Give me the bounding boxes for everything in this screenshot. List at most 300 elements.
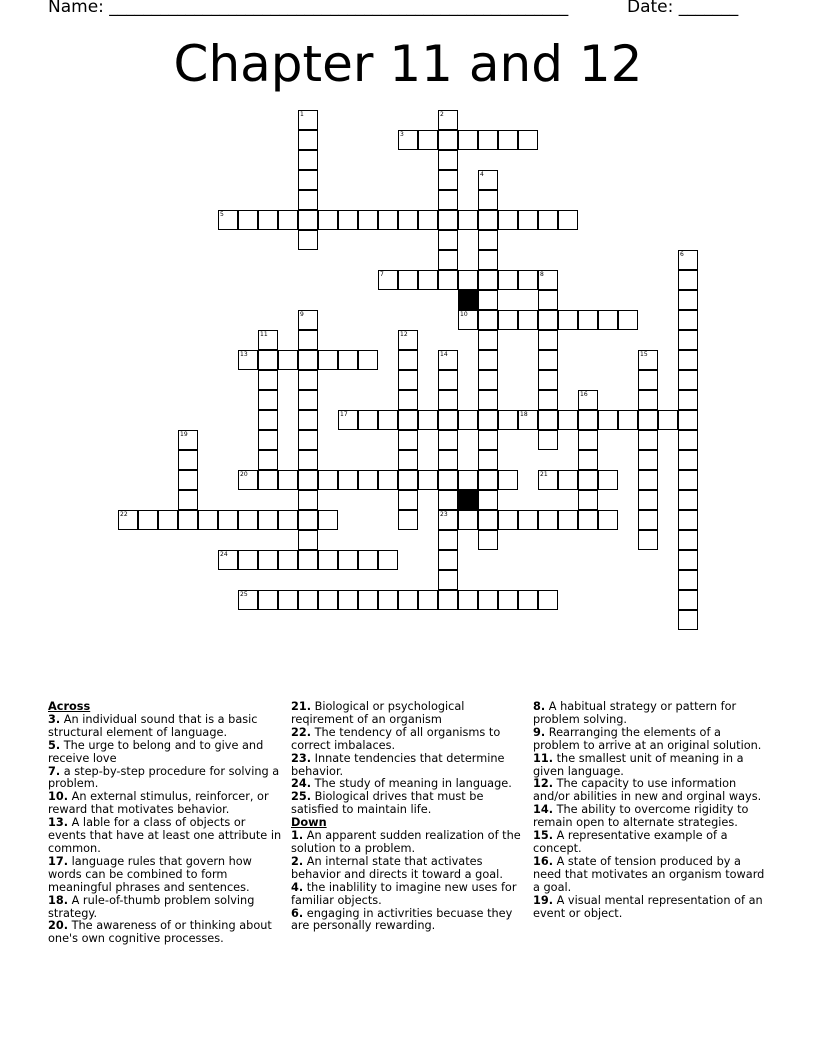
grid-cell[interactable] — [398, 330, 418, 350]
grid-cell[interactable] — [438, 410, 458, 430]
grid-cell[interactable] — [638, 350, 658, 370]
grid-cell[interactable] — [598, 470, 618, 490]
grid-cell[interactable] — [458, 410, 478, 430]
clues-column-3 — [533, 701, 768, 920]
grid-cell[interactable] — [238, 210, 258, 230]
cell-number: 8 — [540, 271, 544, 278]
grid-cell[interactable] — [418, 210, 438, 230]
grid-cell[interactable] — [678, 350, 698, 370]
grid-cell[interactable] — [578, 390, 598, 410]
grid-cell[interactable] — [678, 290, 698, 310]
grid-cell[interactable] — [258, 390, 278, 410]
grid-cell[interactable] — [358, 550, 378, 570]
clue-number: 5. — [48, 738, 61, 752]
clue-number: 10. — [48, 790, 69, 804]
grid-cell[interactable] — [578, 310, 598, 330]
grid-cell[interactable] — [298, 370, 318, 390]
grid-cell[interactable] — [538, 370, 558, 390]
grid-cell[interactable] — [518, 590, 538, 610]
cell-number: 19 — [180, 431, 188, 438]
grid-cell[interactable] — [638, 450, 658, 470]
grid-cell[interactable] — [398, 130, 418, 150]
grid-cell[interactable] — [538, 350, 558, 370]
grid-cell[interactable] — [378, 410, 398, 430]
clue-text: A representative example of a concept. — [533, 829, 728, 855]
grid-cell[interactable] — [598, 410, 618, 430]
clue-down — [291, 882, 526, 908]
grid-cell[interactable] — [198, 510, 218, 530]
grid-cell[interactable] — [298, 450, 318, 470]
grid-cell[interactable] — [478, 450, 498, 470]
grid-cell[interactable] — [258, 470, 278, 490]
grid-cell[interactable] — [298, 170, 318, 190]
grid-cell[interactable] — [578, 510, 598, 530]
grid-cell[interactable] — [358, 470, 378, 490]
grid-cell[interactable] — [398, 390, 418, 410]
grid-cell[interactable] — [398, 590, 418, 610]
grid-cell[interactable] — [558, 470, 578, 490]
clue-text: A state of tension produced by a need that motivates an organism toward a goal. — [533, 854, 765, 894]
grid-cell[interactable] — [378, 210, 398, 230]
grid-cell[interactable] — [478, 490, 498, 510]
cell-number: 16 — [580, 391, 588, 398]
clue-across — [48, 920, 283, 946]
grid-cell[interactable] — [618, 410, 638, 430]
clue-text: A rule-of-thumb problem solving strategy. — [48, 893, 255, 920]
grid-cell[interactable] — [678, 550, 698, 570]
grid-cell[interactable] — [538, 330, 558, 350]
grid-cell[interactable] — [258, 370, 278, 390]
grid-cell[interactable] — [178, 510, 198, 530]
grid-cell[interactable] — [478, 310, 498, 330]
cell-number: 2 — [440, 111, 444, 118]
grid-cell[interactable] — [498, 310, 518, 330]
grid-cell[interactable] — [318, 550, 338, 570]
grid-cell[interactable] — [438, 190, 458, 210]
grid-cell[interactable] — [398, 270, 418, 290]
grid-cell[interactable] — [498, 130, 518, 150]
clue-across — [291, 727, 526, 753]
grid-cell[interactable] — [458, 470, 478, 490]
grid-cell[interactable] — [298, 390, 318, 410]
clue-down — [533, 856, 768, 895]
clue-number: 15. — [533, 829, 554, 843]
grid-cell[interactable] — [438, 430, 458, 450]
grid-cell[interactable] — [458, 270, 478, 290]
grid-cell[interactable] — [638, 390, 658, 410]
grid-cell[interactable] — [438, 550, 458, 570]
clue-number: 3. — [48, 712, 61, 726]
clue-text: An individual sound that is a basic structural element of language. — [48, 712, 258, 739]
grid-cell[interactable] — [678, 470, 698, 490]
grid-cell[interactable] — [298, 550, 318, 570]
clue-across — [48, 895, 283, 921]
grid-cell[interactable] — [398, 370, 418, 390]
grid-cell[interactable] — [398, 210, 418, 230]
grid-cell[interactable] — [398, 430, 418, 450]
grid-cell[interactable] — [558, 510, 578, 530]
grid-cell[interactable] — [478, 530, 498, 550]
grid-cell[interactable] — [258, 510, 278, 530]
grid-cell[interactable] — [458, 210, 478, 230]
grid-cell[interactable] — [278, 470, 298, 490]
grid-cell[interactable] — [458, 510, 478, 530]
grid-cell[interactable] — [578, 490, 598, 510]
clue-down — [533, 830, 768, 856]
grid-cell[interactable] — [238, 470, 258, 490]
grid-cell[interactable] — [278, 350, 298, 370]
grid-cell[interactable] — [458, 310, 478, 330]
cell-number: 7 — [380, 271, 384, 278]
grid-cell[interactable] — [678, 490, 698, 510]
grid-cell[interactable] — [218, 510, 238, 530]
grid-cell[interactable] — [678, 410, 698, 430]
grid-cell[interactable] — [438, 270, 458, 290]
grid-cell[interactable] — [298, 590, 318, 610]
cell-number: 18 — [520, 411, 528, 418]
grid-cell[interactable] — [378, 270, 398, 290]
grid-cell[interactable] — [318, 590, 338, 610]
grid-cell[interactable] — [478, 290, 498, 310]
grid-cell[interactable] — [218, 210, 238, 230]
grid-cell[interactable] — [538, 290, 558, 310]
grid-cell[interactable] — [558, 210, 578, 230]
grid-cell[interactable] — [398, 470, 418, 490]
grid-cell[interactable] — [678, 250, 698, 270]
grid-cell[interactable] — [438, 350, 458, 370]
clue-text: language rules that govern how words can be combined to form meaningful phrases and sentences. — [48, 854, 252, 894]
grid-cell[interactable] — [238, 350, 258, 370]
clue-number: 23. — [291, 751, 312, 765]
grid-cell[interactable] — [478, 390, 498, 410]
grid-cell[interactable] — [678, 590, 698, 610]
grid-cell[interactable] — [418, 590, 438, 610]
clue-number: 12. — [533, 777, 554, 791]
grid-cell[interactable] — [498, 470, 518, 490]
date-field-label[interactable]: Date: _______ — [627, 0, 739, 17]
grid-cell[interactable] — [638, 370, 658, 390]
puzzle-title: Chapter 11 and 12 — [173, 35, 643, 93]
grid-cell[interactable] — [298, 510, 318, 530]
grid-cell[interactable] — [278, 510, 298, 530]
grid-cell[interactable] — [438, 570, 458, 590]
grid-cell[interactable] — [358, 590, 378, 610]
grid-cell[interactable] — [578, 410, 598, 430]
grid-cell[interactable] — [278, 210, 298, 230]
grid-cell[interactable] — [378, 550, 398, 570]
grid-cell[interactable] — [538, 510, 558, 530]
grid-cell[interactable] — [518, 410, 538, 430]
grid-cell[interactable] — [638, 490, 658, 510]
clue-text: the inablility to imagine new uses for familiar objects. — [291, 880, 517, 907]
grid-cell[interactable] — [478, 470, 498, 490]
clue-down — [291, 856, 526, 882]
grid-cell[interactable] — [478, 190, 498, 210]
grid-cell[interactable] — [398, 510, 418, 530]
grid-cell[interactable] — [678, 330, 698, 350]
grid-cell[interactable] — [398, 450, 418, 470]
grid-cell[interactable] — [358, 410, 378, 430]
grid-cell[interactable] — [378, 470, 398, 490]
clue-number: 20. — [48, 919, 69, 933]
grid-cell[interactable] — [458, 590, 478, 610]
grid-cell[interactable] — [678, 570, 698, 590]
grid-cell[interactable] — [438, 170, 458, 190]
grid-cell[interactable] — [478, 170, 498, 190]
grid-cell[interactable] — [498, 510, 518, 530]
grid-cell[interactable] — [178, 450, 198, 470]
grid-cell[interactable] — [498, 210, 518, 230]
grid-cell[interactable] — [298, 110, 318, 130]
grid-cell[interactable] — [538, 210, 558, 230]
clue-number: 13. — [48, 816, 69, 830]
grid-cell[interactable] — [478, 210, 498, 230]
clue-number: 24. — [291, 777, 312, 791]
grid-cell[interactable] — [298, 310, 318, 330]
grid-cell[interactable] — [538, 470, 558, 490]
across-heading: Across — [48, 700, 91, 713]
grid-cell[interactable] — [438, 530, 458, 550]
clue-down — [533, 895, 768, 921]
clue-text: Biological drives that must be satisfied to maintain life. — [291, 790, 484, 817]
grid-cell[interactable] — [438, 110, 458, 130]
grid-cell[interactable] — [418, 470, 438, 490]
grid-cell[interactable] — [338, 550, 358, 570]
grid-cell[interactable] — [338, 350, 358, 370]
grid-cell[interactable] — [298, 410, 318, 430]
clue-number: 22. — [291, 725, 312, 739]
grid-cell[interactable] — [398, 410, 418, 430]
grid-cell[interactable] — [478, 270, 498, 290]
grid-cell[interactable] — [478, 430, 498, 450]
cell-number: 22 — [120, 511, 128, 518]
cell-number: 12 — [400, 331, 408, 338]
grid-cell[interactable] — [438, 210, 458, 230]
grid-cell[interactable] — [398, 490, 418, 510]
clue-text: A visual mental representation of an event or object. — [533, 893, 763, 920]
grid-cell[interactable] — [178, 470, 198, 490]
grid-cell[interactable] — [638, 430, 658, 450]
grid-cell[interactable] — [178, 430, 198, 450]
cell-number: 17 — [340, 411, 348, 418]
grid-cell[interactable] — [678, 430, 698, 450]
grid-cell[interactable] — [678, 530, 698, 550]
clue-text: a step-by-step procedure for solving a problem. — [48, 764, 280, 791]
clue-across — [48, 740, 283, 766]
grid-cell[interactable] — [478, 410, 498, 430]
cell-number: 25 — [240, 591, 248, 598]
grid-cell[interactable] — [478, 350, 498, 370]
grid-cell[interactable] — [678, 310, 698, 330]
grid-cell[interactable] — [358, 210, 378, 230]
cell-number: 9 — [300, 311, 304, 318]
grid-cell[interactable] — [298, 130, 318, 150]
grid-cell[interactable] — [638, 530, 658, 550]
clue-text: The study of meaning in language. — [311, 777, 512, 791]
clue-number: 4. — [291, 880, 304, 894]
down-heading: Down — [291, 816, 327, 830]
grid-cell[interactable] — [438, 450, 458, 470]
grid-cell[interactable] — [518, 130, 538, 150]
grid-cell[interactable] — [478, 250, 498, 270]
grid-cell[interactable] — [638, 470, 658, 490]
grid-cell[interactable] — [678, 390, 698, 410]
grid-cell[interactable] — [538, 310, 558, 330]
grid-cell[interactable] — [578, 470, 598, 490]
grid-cell[interactable] — [278, 590, 298, 610]
grid-cell[interactable] — [298, 430, 318, 450]
grid-cell[interactable] — [578, 430, 598, 450]
grid-cell[interactable] — [578, 450, 598, 470]
grid-cell[interactable] — [438, 370, 458, 390]
cell-number: 4 — [480, 171, 484, 178]
clue-text: The capacity to use information and/or abilities in new and orginal ways. — [533, 777, 762, 804]
grid-cell[interactable] — [258, 590, 278, 610]
grid-cell[interactable] — [298, 190, 318, 210]
grid-cell[interactable] — [298, 230, 318, 250]
grid-cell[interactable] — [538, 430, 558, 450]
clue-text: An internal state that activates behavior and directs it toward a goal. — [291, 854, 503, 881]
grid-cell[interactable] — [358, 350, 378, 370]
clue-number: 21. — [291, 700, 312, 713]
grid-cell[interactable] — [418, 410, 438, 430]
clue-number: 6. — [291, 906, 304, 920]
grid-cell[interactable] — [258, 210, 278, 230]
grid-cell[interactable] — [318, 210, 338, 230]
grid-cell[interactable] — [438, 130, 458, 150]
grid-cell[interactable] — [498, 590, 518, 610]
clue-across — [48, 856, 283, 895]
grid-cell[interactable] — [278, 550, 298, 570]
grid-cell[interactable] — [518, 270, 538, 290]
grid-cell[interactable] — [598, 510, 618, 530]
grid-cell[interactable] — [298, 490, 318, 510]
grid-cell[interactable] — [158, 510, 178, 530]
clue-text: An external stimulus, reinforcer, or reward that motivates behavior. — [48, 790, 269, 817]
clue-across — [48, 766, 283, 792]
grid-cell[interactable] — [258, 410, 278, 430]
grid-cell[interactable] — [538, 590, 558, 610]
clue-number: 25. — [291, 790, 312, 804]
grid-cell[interactable] — [338, 470, 358, 490]
grid-cell[interactable] — [138, 510, 158, 530]
clue-text: Rearranging the elements of a problem to arrive at an original solution. — [533, 725, 762, 752]
grid-cell[interactable] — [678, 510, 698, 530]
grid-cell[interactable] — [298, 330, 318, 350]
grid-cell[interactable] — [478, 510, 498, 530]
grid-cell[interactable] — [478, 330, 498, 350]
grid-cell[interactable] — [498, 410, 518, 430]
grid-cell[interactable] — [318, 470, 338, 490]
grid-cell[interactable] — [378, 590, 398, 610]
clues-column-2 — [291, 701, 526, 933]
clue-number: 9. — [533, 725, 546, 739]
grid-cell[interactable] — [678, 370, 698, 390]
clue-number: 2. — [291, 854, 304, 868]
grid-cell[interactable] — [298, 470, 318, 490]
grid-cell[interactable] — [218, 550, 238, 570]
grid-cell[interactable] — [178, 490, 198, 510]
grid-cell[interactable] — [658, 410, 678, 430]
grid-cell[interactable] — [398, 350, 418, 370]
grid-cell[interactable] — [338, 590, 358, 610]
clue-number: 16. — [533, 854, 554, 868]
grid-cell[interactable] — [418, 270, 438, 290]
grid-cell[interactable] — [438, 490, 458, 510]
grid-cell[interactable] — [338, 410, 358, 430]
name-field-label[interactable]: Name: ______________________________________________________ — [48, 0, 569, 17]
clue-across — [291, 701, 526, 727]
grid-cell[interactable] — [558, 310, 578, 330]
grid-cell[interactable] — [298, 350, 318, 370]
grid-cell[interactable] — [598, 310, 618, 330]
grid-cell[interactable] — [558, 410, 578, 430]
cell-number: 24 — [220, 551, 228, 558]
cell-number: 1 — [300, 111, 304, 118]
clue-text: Biological or psychological reqirement of an organism — [291, 700, 465, 726]
grid-cell[interactable] — [478, 130, 498, 150]
cell-number: 6 — [680, 251, 684, 258]
grid-cell[interactable] — [118, 510, 138, 530]
grid-cell[interactable] — [438, 230, 458, 250]
grid-cell[interactable] — [438, 590, 458, 610]
grid-cell[interactable] — [238, 510, 258, 530]
grid-cell[interactable] — [318, 510, 338, 530]
grid-cell[interactable] — [418, 130, 438, 150]
grid-cell[interactable] — [258, 430, 278, 450]
grid-cell[interactable] — [438, 250, 458, 270]
grid-cell[interactable] — [478, 590, 498, 610]
grid-cell[interactable] — [458, 130, 478, 150]
grid-cell[interactable] — [518, 210, 538, 230]
grid-cell[interactable] — [258, 550, 278, 570]
grid-cell[interactable] — [638, 410, 658, 430]
grid-cell[interactable] — [438, 510, 458, 530]
grid-cell[interactable] — [438, 390, 458, 410]
grid-cell[interactable] — [258, 450, 278, 470]
grid-cell[interactable] — [498, 270, 518, 290]
grid-cell[interactable] — [678, 270, 698, 290]
clue-down — [533, 701, 768, 727]
grid-cell[interactable] — [318, 350, 338, 370]
clue-number: 17. — [48, 854, 69, 868]
grid-cell[interactable] — [298, 150, 318, 170]
grid-cell[interactable] — [518, 310, 538, 330]
grid-cell[interactable] — [678, 450, 698, 470]
grid-cell[interactable] — [258, 350, 278, 370]
grid-cell[interactable] — [538, 390, 558, 410]
black-square — [458, 290, 478, 310]
grid-cell[interactable] — [678, 610, 698, 630]
grid-cell[interactable] — [298, 530, 318, 550]
grid-cell[interactable] — [518, 510, 538, 530]
grid-cell[interactable] — [298, 210, 318, 230]
grid-cell[interactable] — [338, 210, 358, 230]
grid-cell[interactable] — [238, 590, 258, 610]
grid-cell[interactable] — [478, 370, 498, 390]
clue-text: An apparent sudden realization of the solution to a problem. — [291, 829, 521, 855]
grid-cell[interactable] — [478, 230, 498, 250]
grid-cell[interactable] — [438, 470, 458, 490]
grid-cell[interactable] — [258, 330, 278, 350]
grid-cell[interactable] — [618, 310, 638, 330]
grid-cell[interactable] — [638, 510, 658, 530]
clue-number: 1. — [291, 829, 304, 843]
grid-cell[interactable] — [538, 410, 558, 430]
grid-cell[interactable] — [438, 150, 458, 170]
grid-cell[interactable] — [238, 550, 258, 570]
grid-cell[interactable] — [538, 270, 558, 290]
